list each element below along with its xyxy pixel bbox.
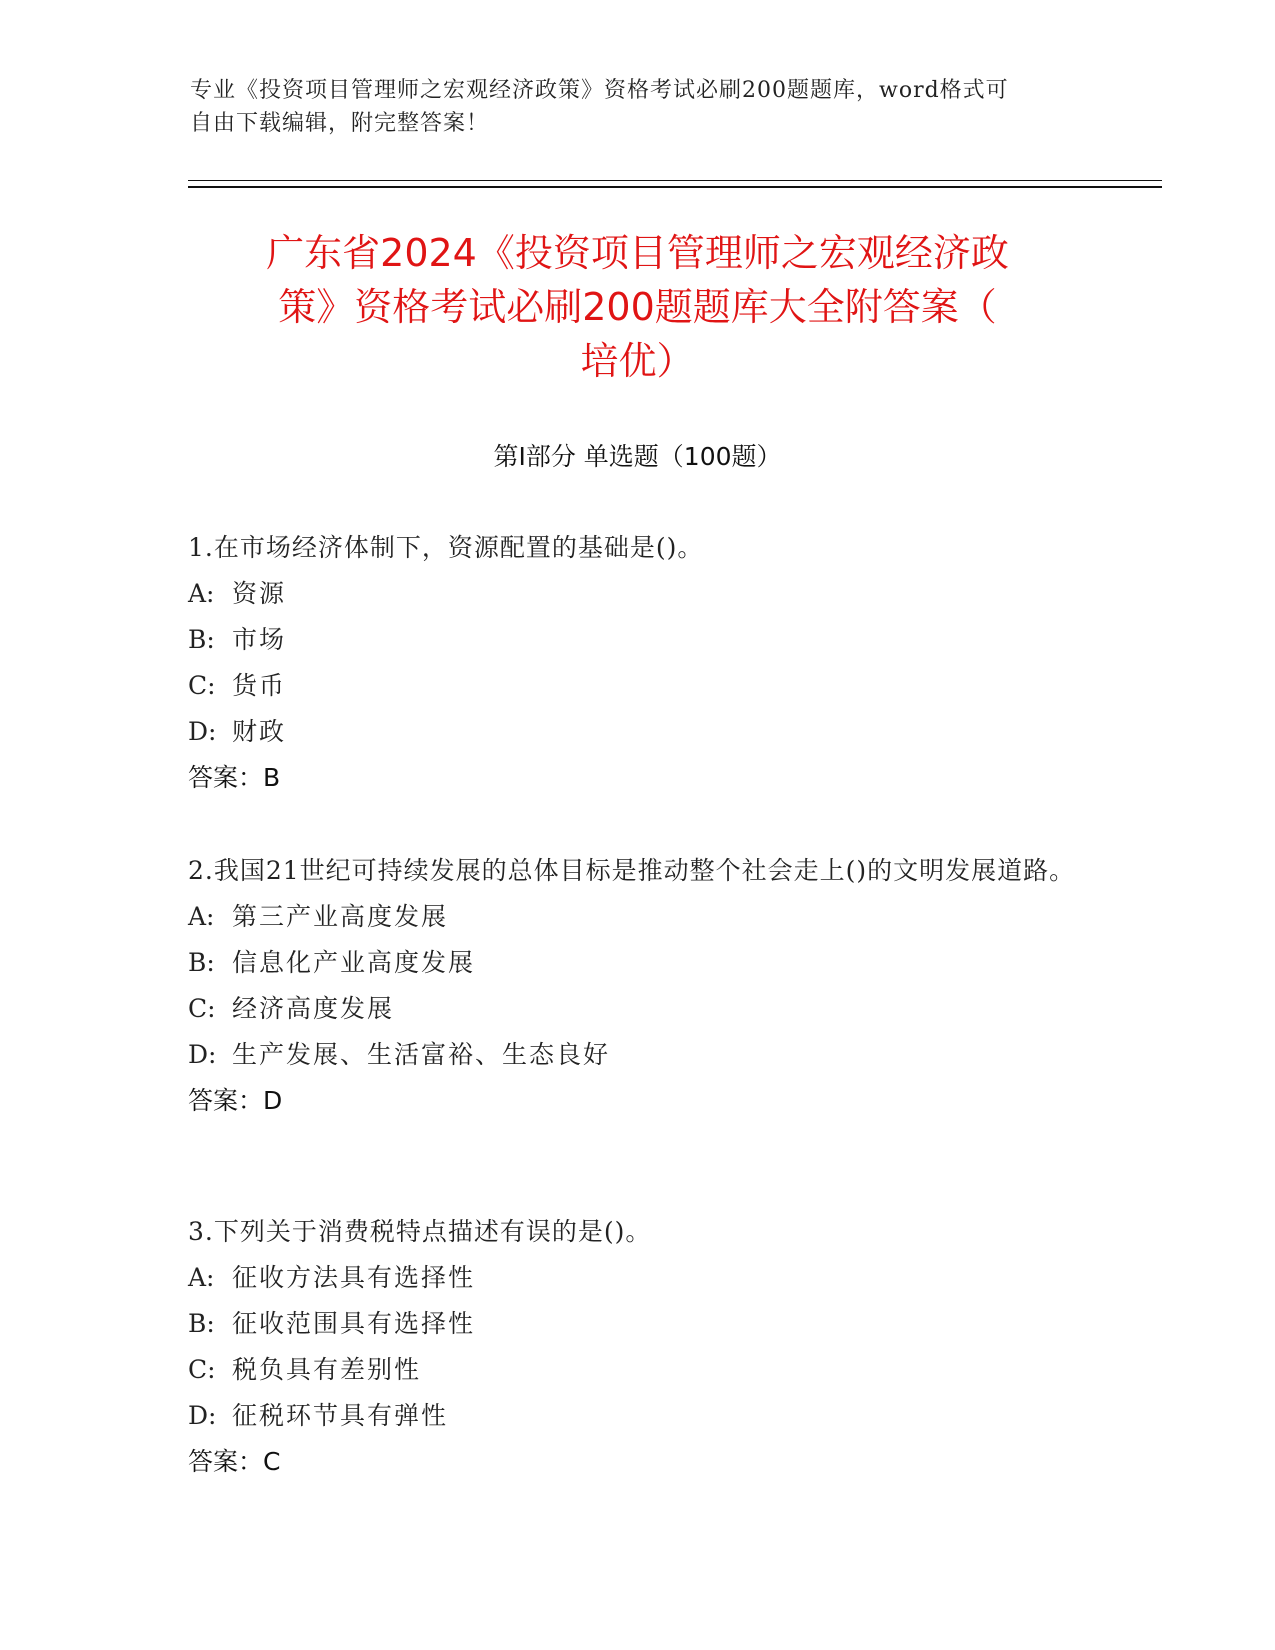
option-text: 货币 <box>232 671 287 700</box>
option-key: B: <box>188 948 215 977</box>
option-key: C: <box>188 1355 216 1384</box>
option-d <box>188 1393 1088 1439</box>
intro-text <box>190 74 1090 140</box>
option-c <box>188 986 1088 1032</box>
answer-line: 答案：D <box>188 1086 283 1115</box>
option-key: B: <box>188 625 215 654</box>
question-stem: 1.在市场经济体制下，资源配置的基础是()。 <box>188 533 704 562</box>
section-heading: 第Ⅰ部分 单选题（100题） <box>493 442 782 471</box>
option-a <box>188 894 1088 940</box>
intro-line: 自由下载编辑，附完整答案！ <box>190 111 490 136</box>
option-key: D: <box>188 717 217 746</box>
option-key: B: <box>188 1309 215 1338</box>
option-c <box>188 663 1088 709</box>
option-c <box>188 1347 1088 1393</box>
option-key: C: <box>188 671 216 700</box>
option-text: 征税环节具有弹性 <box>232 1401 449 1430</box>
option-b <box>188 617 1088 663</box>
option-text: 第三产业高度发展 <box>232 902 449 931</box>
option-key: D: <box>188 1401 217 1430</box>
option-key: A: <box>188 902 215 931</box>
answer-line: 答案：B <box>188 763 281 792</box>
option-text: 市场 <box>232 625 287 654</box>
option-text: 征收方法具有选择性 <box>232 1263 476 1292</box>
option-key: A: <box>188 579 215 608</box>
option-d <box>188 1032 1088 1078</box>
question-block <box>188 848 1088 1124</box>
option-text: 税负具有差别性 <box>232 1355 422 1384</box>
question-block <box>188 525 1088 801</box>
option-a <box>188 1255 1088 1301</box>
intro-line: 专业《投资项目管理师之宏观经济政策》资格考试必刷200题题库，word格式可 <box>190 78 1009 103</box>
option-b <box>188 1301 1088 1347</box>
option-text: 资源 <box>232 579 287 608</box>
title-line: 策》资格考试必刷200题题库大全附答案（ <box>278 285 997 329</box>
answer-line: 答案：C <box>188 1447 281 1476</box>
option-key: C: <box>188 994 216 1023</box>
title-line: 培优） <box>580 339 695 383</box>
option-d <box>188 709 1088 755</box>
option-key: D: <box>188 1040 217 1069</box>
option-key: A: <box>188 1263 215 1292</box>
option-text: 经济高度发展 <box>232 994 395 1023</box>
question-stem: 2.我国21世纪可持续发展的总体目标是推动整个社会走上()的文明发展道路。 <box>188 856 1076 885</box>
question-stem: 3.下列关于消费税特点描述有误的是()。 <box>188 1217 652 1246</box>
option-b <box>188 940 1088 986</box>
option-text: 财政 <box>232 717 287 746</box>
option-a <box>188 571 1088 617</box>
document-title <box>180 226 1095 388</box>
option-text: 信息化产业高度发展 <box>232 948 476 977</box>
option-text: 征收范围具有选择性 <box>232 1309 476 1338</box>
header-divider-thick <box>188 186 1162 188</box>
title-line: 广东省2024《投资项目管理师之宏观经济政 <box>266 231 1009 275</box>
option-text: 生产发展、生活富裕、生态良好 <box>232 1040 611 1069</box>
header-divider <box>188 180 1162 181</box>
question-block <box>188 1209 1088 1485</box>
